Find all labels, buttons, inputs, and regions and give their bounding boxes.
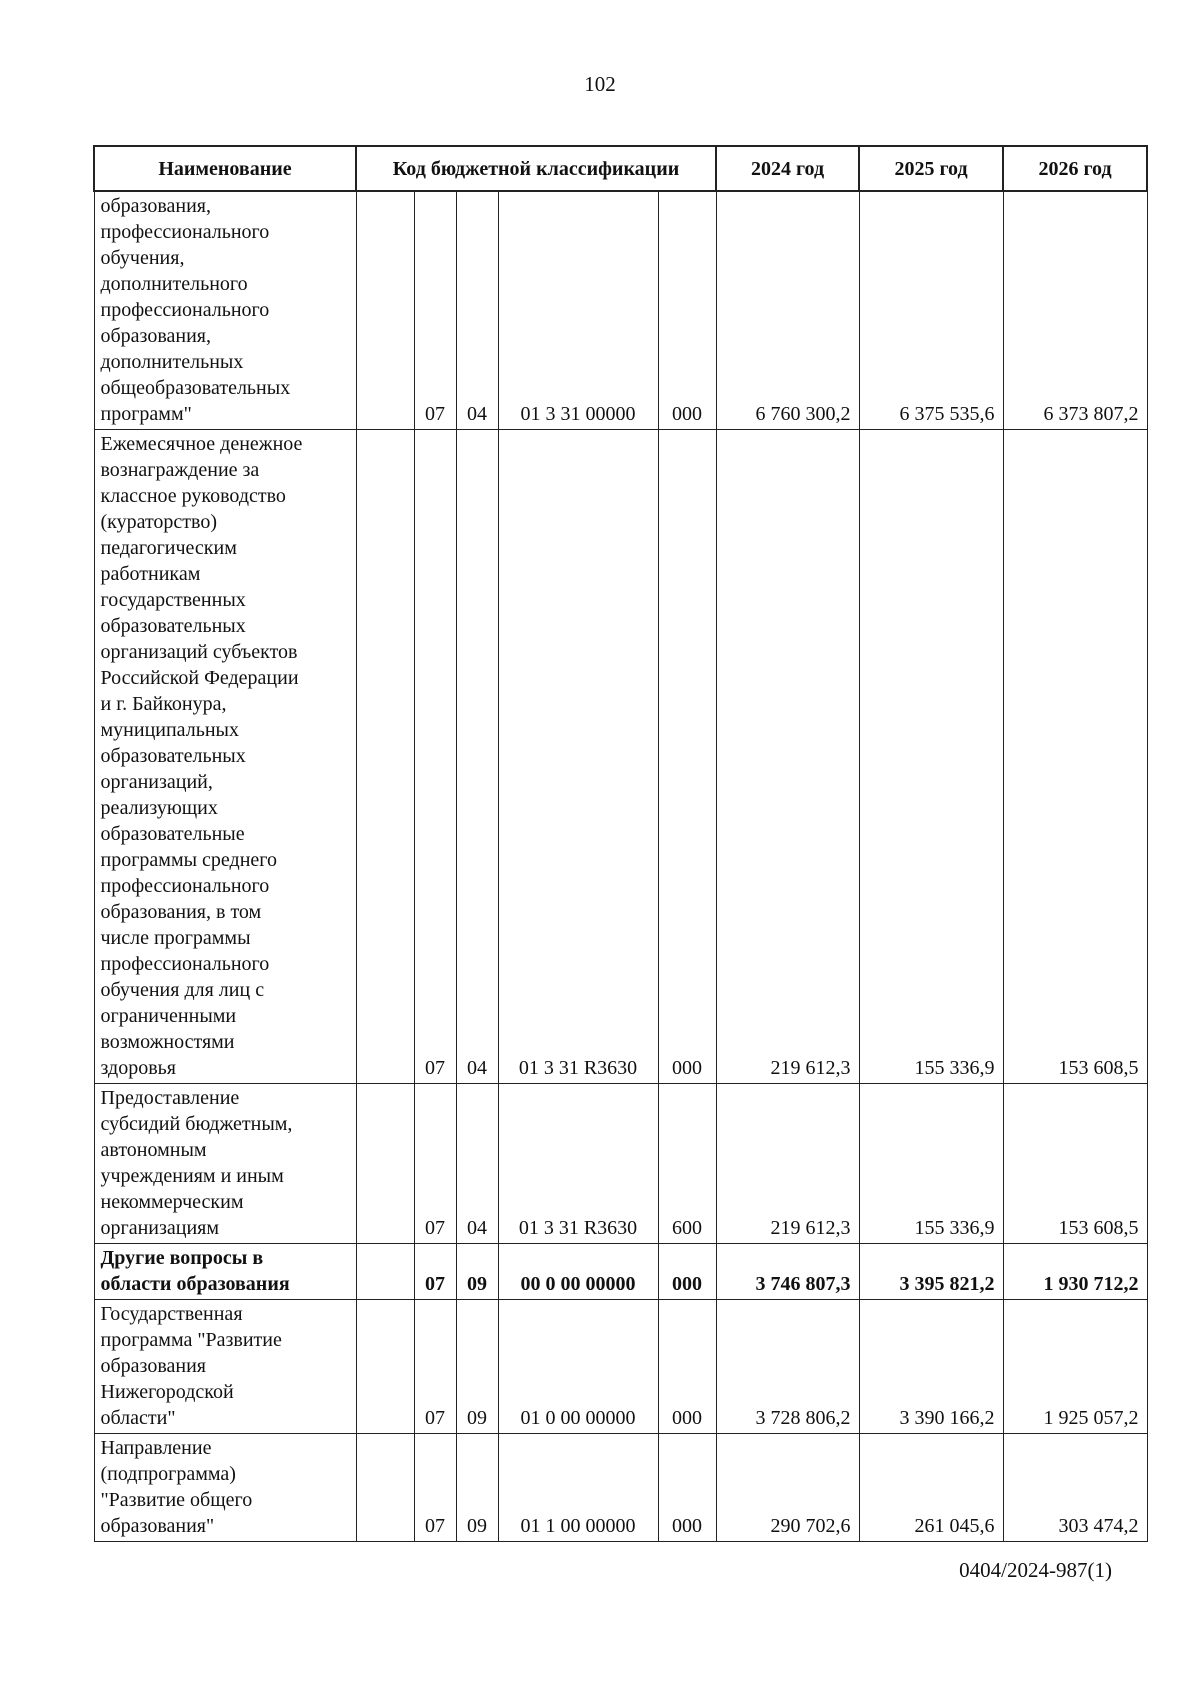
code-expense-type: 000 bbox=[658, 191, 716, 430]
code-section: 07 bbox=[414, 191, 456, 430]
code-part-1 bbox=[356, 1084, 414, 1244]
value-2026: 6 373 807,2 bbox=[1003, 191, 1147, 430]
value-2026: 153 608,5 bbox=[1003, 1084, 1147, 1244]
table-row bbox=[94, 430, 1147, 1084]
code-subsection: 04 bbox=[456, 191, 498, 430]
code-subsection: 09 bbox=[456, 1300, 498, 1434]
row-name: Предоставление субсидий бюджетным, автономным учреждениям и иным некоммерческим организациям bbox=[94, 1084, 356, 1244]
code-part-1 bbox=[356, 1244, 414, 1300]
code-section: 07 bbox=[414, 1244, 456, 1300]
code-section: 07 bbox=[414, 430, 456, 1084]
code-part-1 bbox=[356, 191, 414, 430]
code-target-article: 01 0 00 00000 bbox=[498, 1300, 658, 1434]
value-2025: 3 390 166,2 bbox=[859, 1300, 1003, 1434]
value-2026: 153 608,5 bbox=[1003, 430, 1147, 1084]
table-row bbox=[94, 1300, 1147, 1434]
code-section: 07 bbox=[414, 1300, 456, 1434]
table-row bbox=[94, 1434, 1147, 1542]
code-expense-type: 000 bbox=[658, 1300, 716, 1434]
table-row bbox=[94, 191, 1147, 430]
code-subsection: 04 bbox=[456, 430, 498, 1084]
page-number: 102 bbox=[584, 72, 616, 96]
header-2026: 2026 год bbox=[1003, 146, 1147, 191]
value-2025: 3 395 821,2 bbox=[859, 1244, 1003, 1300]
value-2024: 3 728 806,2 bbox=[716, 1300, 859, 1434]
value-2024: 219 612,3 bbox=[716, 430, 859, 1084]
code-target-article: 01 3 31 R3630 bbox=[498, 1084, 658, 1244]
code-expense-type: 600 bbox=[658, 1084, 716, 1244]
code-section: 07 bbox=[414, 1434, 456, 1542]
value-2024: 290 702,6 bbox=[716, 1434, 859, 1542]
value-2026: 1 925 057,2 bbox=[1003, 1300, 1147, 1434]
code-part-1 bbox=[356, 1434, 414, 1542]
row-name: Другие вопросы в области образования bbox=[94, 1244, 356, 1300]
code-subsection: 09 bbox=[456, 1434, 498, 1542]
budget-table bbox=[93, 145, 1148, 1542]
row-name: Государственная программа "Развитие образования Нижегородской области" bbox=[94, 1300, 356, 1434]
row-name: Направление (подпрограмма) "Развитие общего образования" bbox=[94, 1434, 356, 1542]
code-target-article: 00 0 00 00000 bbox=[498, 1244, 658, 1300]
value-2024: 6 760 300,2 bbox=[716, 191, 859, 430]
code-part-1 bbox=[356, 1300, 414, 1434]
code-part-1 bbox=[356, 430, 414, 1084]
document-id: 0404/2024-987(1) bbox=[959, 1558, 1112, 1582]
code-subsection: 04 bbox=[456, 1084, 498, 1244]
code-expense-type: 000 bbox=[658, 430, 716, 1084]
value-2024: 3 746 807,3 bbox=[716, 1244, 859, 1300]
code-target-article: 01 3 31 00000 bbox=[498, 191, 658, 430]
code-subsection: 09 bbox=[456, 1244, 498, 1300]
value-2025: 155 336,9 bbox=[859, 1084, 1003, 1244]
row-name: Ежемесячное денежное вознаграждение за классное руководство (кураторство) педагогическим работникам государственных образовательных организаций субъектов Российской Федерации и г. Байконура, муниципальных образовательных организаций, реализующих образовательные программы среднего профессионального образования, в том числе программы профессионального обучения для лиц с ограниченными возможностями здоровья bbox=[94, 430, 356, 1084]
header-name: Наименование bbox=[94, 146, 356, 191]
value-2025: 6 375 535,6 bbox=[859, 191, 1003, 430]
table-header-row bbox=[94, 146, 1147, 191]
code-expense-type: 000 bbox=[658, 1244, 716, 1300]
value-2026: 303 474,2 bbox=[1003, 1434, 1147, 1542]
code-expense-type: 000 bbox=[658, 1434, 716, 1542]
table-row bbox=[94, 1084, 1147, 1244]
table-row-section-total bbox=[94, 1244, 1147, 1300]
value-2024: 219 612,3 bbox=[716, 1084, 859, 1244]
header-2024: 2024 год bbox=[716, 146, 859, 191]
code-section: 07 bbox=[414, 1084, 456, 1244]
header-code: Код бюджетной классификации bbox=[356, 146, 716, 191]
code-target-article: 01 1 00 00000 bbox=[498, 1434, 658, 1542]
row-name: образования, профессионального обучения, дополнительного профессионального образования, дополнительных общеобразовательных программ" bbox=[94, 191, 356, 430]
value-2026: 1 930 712,2 bbox=[1003, 1244, 1147, 1300]
header-2025: 2025 год bbox=[859, 146, 1003, 191]
value-2025: 261 045,6 bbox=[859, 1434, 1003, 1542]
code-target-article: 01 3 31 R3630 bbox=[498, 430, 658, 1084]
value-2025: 155 336,9 bbox=[859, 430, 1003, 1084]
